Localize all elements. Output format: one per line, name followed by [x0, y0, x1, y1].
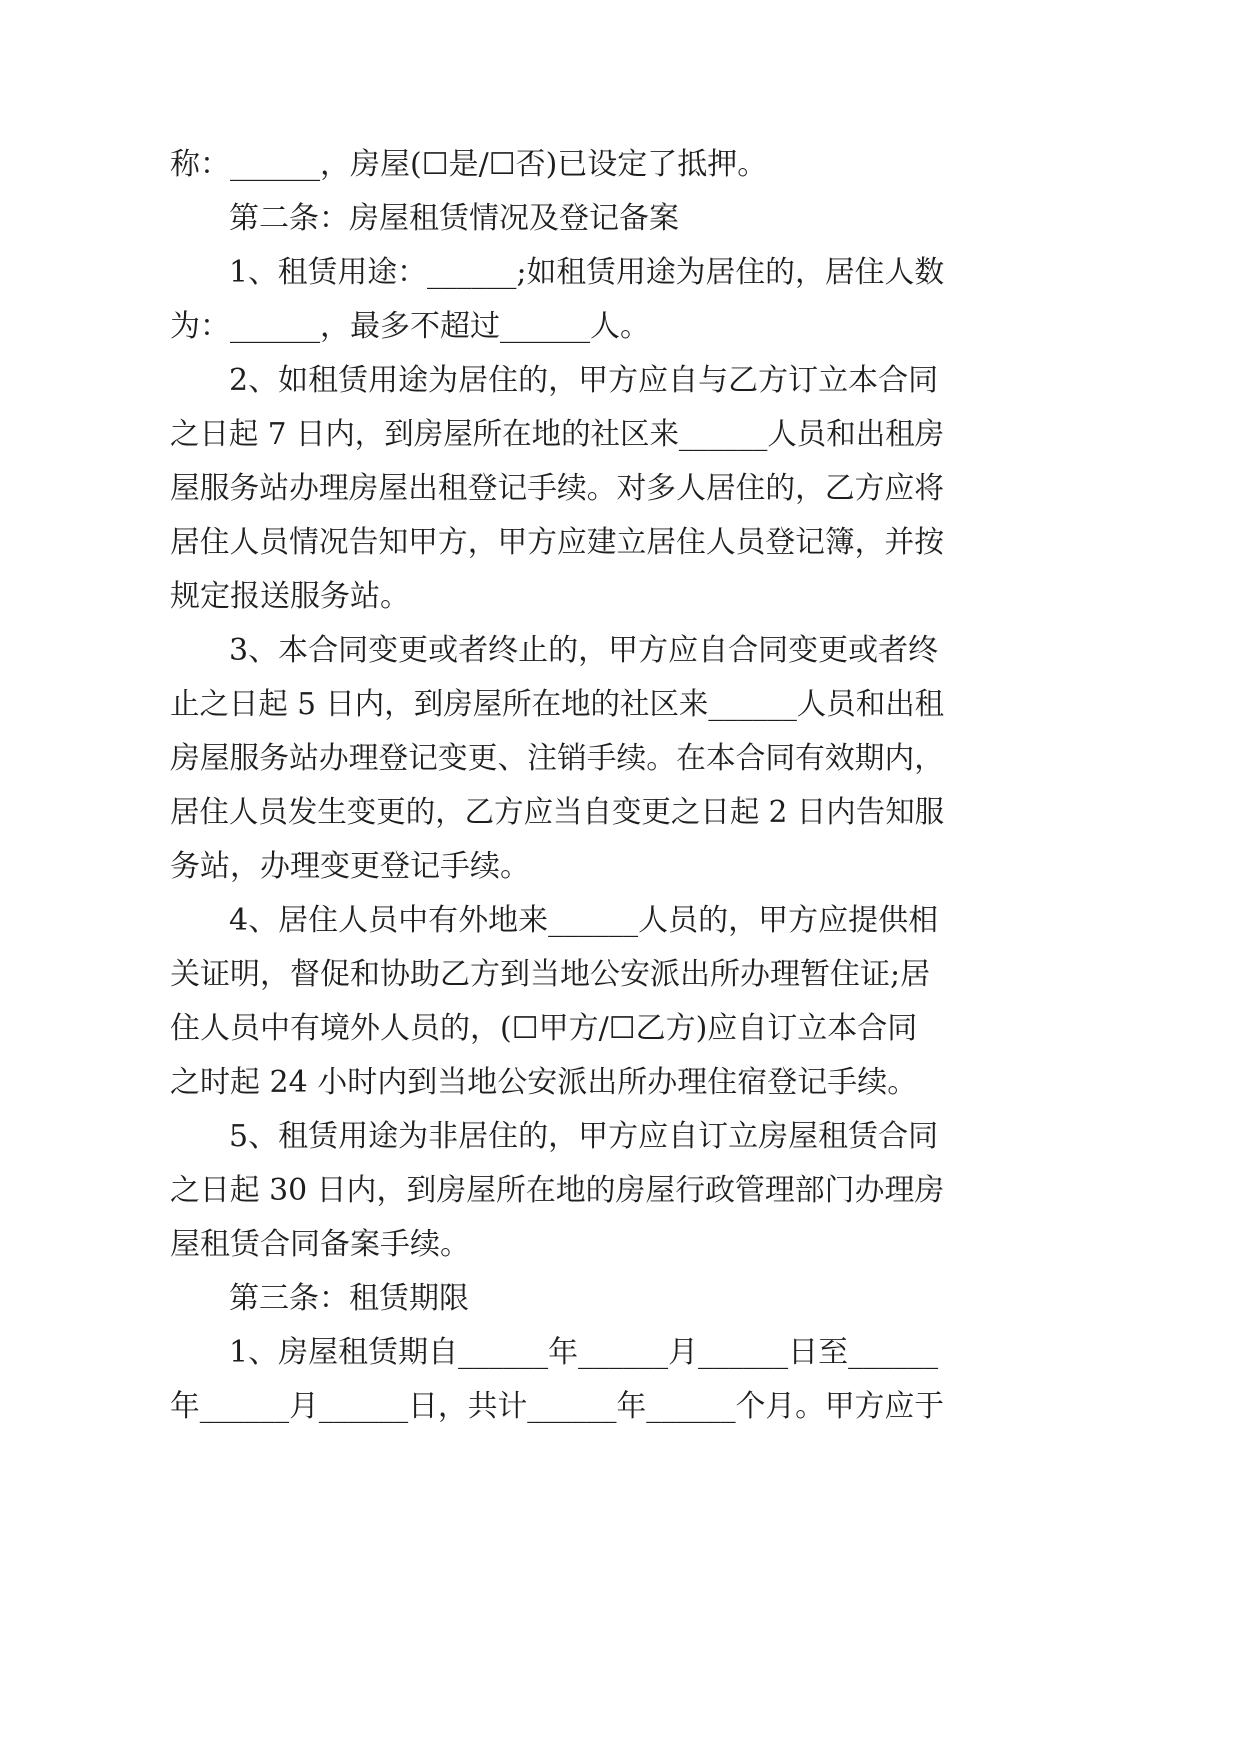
- section-heading: 第二条：房屋租赁情况及登记备案: [229, 201, 679, 236]
- text-line: 1、房屋租赁期自______年______月______日至______: [229, 1335, 939, 1370]
- text-line: 屋租赁合同备案手续。: [170, 1227, 470, 1262]
- text-line: 关证明，督促和协助乙方到当地公安派出所办理暂住证;居: [170, 957, 931, 992]
- text-line: 规定报送服务站。: [170, 579, 410, 614]
- text-line: 4、居住人员中有外地来______人员的，甲方应提供相: [229, 903, 939, 938]
- text-line: 之日起 7 日内，到房屋所在地的社区来______人员和出租房: [170, 417, 945, 452]
- text-line: 1、租赁用途：______;如租赁用途为居住的，居住人数: [229, 255, 945, 290]
- text-line: 为：______，最多不超过______人。: [170, 309, 650, 344]
- text-line: 务站，办理变更登记手续。: [170, 849, 530, 884]
- text-line: 3、本合同变更或者终止的，甲方应自合同变更或者终: [229, 633, 939, 668]
- text-line: 之日起 30 日内，到房屋所在地的房屋行政管理部门办理房: [170, 1173, 945, 1208]
- text-line: 屋服务站办理房屋出租登记手续。对多人居住的，乙方应将: [170, 471, 944, 506]
- section-heading: 第三条：租赁期限: [229, 1281, 469, 1316]
- text-line: 止之日起 5 日内，到房屋所在地的社区来______人员和出租: [170, 687, 945, 722]
- text-line: 居住人员发生变更的，乙方应当自变更之日起 2 日内告知服: [170, 795, 945, 830]
- text-line: 之时起 24 小时内到当地公安派出所办理住宿登记手续。: [170, 1065, 918, 1100]
- text-line: 2、如租赁用途为居住的，甲方应自与乙方订立本合同: [229, 363, 939, 398]
- text-line: 居住人员情况告知甲方，甲方应建立居住人员登记簿，并按: [170, 525, 944, 560]
- text-line: 年______月______日，共计______年______个月。甲方应于: [170, 1389, 944, 1424]
- text-line: 房屋服务站办理登记变更、注销手续。在本合同有效期内，: [170, 741, 944, 776]
- text-line: 称：______，房屋(☐是/☐否)已设定了抵押。: [170, 147, 768, 182]
- text-line: 5、租赁用途为非居住的，甲方应自订立房屋租赁合同: [229, 1119, 939, 1154]
- text-line: 住人员中有境外人员的，(☐甲方/☐乙方)应自订立本合同: [170, 1011, 918, 1046]
